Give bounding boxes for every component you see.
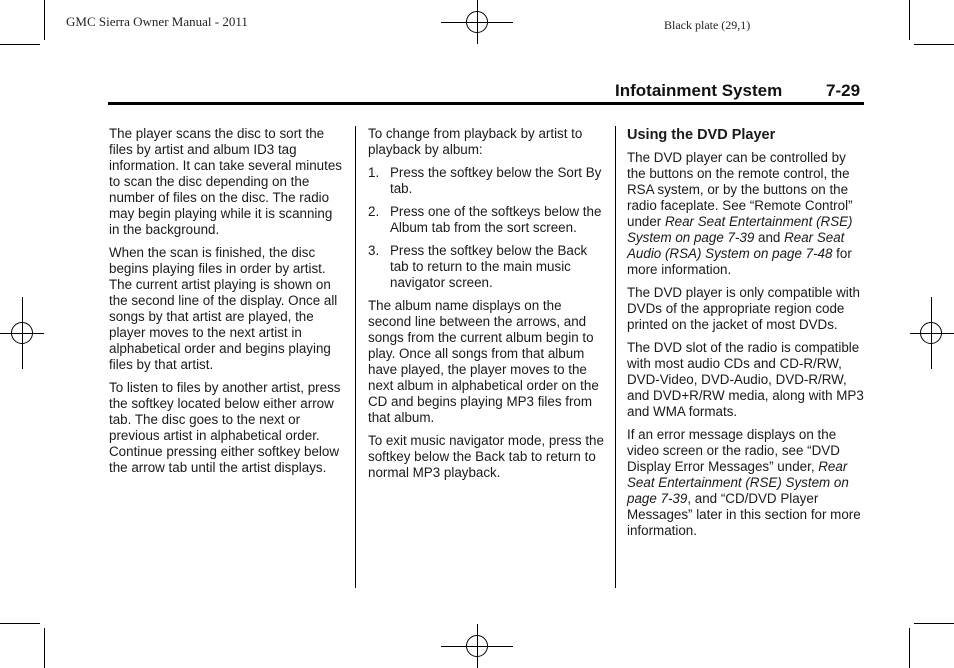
column-divider [355, 126, 356, 588]
paragraph: To exit music navigator mode, press the softkey below the Back tab to return to normal MP3 playback. [368, 433, 604, 480]
crop-mark [914, 44, 954, 45]
paragraph: When the scan is finished, the disc begins playing files in order by artist. The current artist playing is shown on the second line of the display. Once all songs by that artist are played, the player moves to the next artist in alphabetical order and begins playing files by that artist. [109, 245, 338, 372]
crop-mark [0, 623, 40, 624]
manual-title: GMC Sierra Owner Manual - 2011 [66, 14, 248, 29]
cross-reference: Rear Seat Entertainment (RSE) System on page 7-39 [627, 214, 853, 245]
paragraph: To change from playback by artist to playback by album: [368, 126, 583, 157]
paragraph: The DVD player can be controlled by the buttons on the remote control, the RSA system, or by the buttons on the radio faceplate. See “Remote Control” under Rear Seat Entertainment (RSE) System on page 7-39 and Rear Seat Audio (RSA) System on page 7-48 for more information. [627, 150, 853, 277]
paragraph: To listen to files by another artist, press the softkey located below either arrow tab. The disc goes to the next or previous artist in alphabetical order. Continue pressing either softkey below the arrow tab until the artist displays. [109, 380, 341, 475]
crop-mark [914, 623, 954, 624]
paragraph: The DVD player is only compatible with DVDs of the appropriate region code printed on the jacket of most DVDs. [627, 285, 860, 332]
column-divider [615, 126, 616, 588]
section-title: Infotainment System [615, 81, 783, 100]
paragraph: The DVD slot of the radio is compatible with most audio CDs and CD-R/RW, DVD-Video, DVD-Audio, DVD-R/RW, and DVD+R/RW media, along with MP3 and WMA formats. [627, 340, 864, 419]
list-item: 1. Press the softkey below the Sort By tab. [368, 165, 602, 196]
crop-mark [44, 0, 45, 40]
column-2 [368, 126, 606, 488]
crop-mark [909, 628, 910, 668]
paragraph: The album name displays on the second line between the arrows, and songs from the current album begin to play. Once all songs from that album have played, the player moves to the next album in alphabetical order on the CD and begins playing MP3 files from that album. [368, 298, 599, 425]
column-1 [109, 126, 345, 483]
header-rule [108, 102, 864, 105]
cross-reference: Rear Seat Audio (RSA) System on page 7-48 [627, 230, 845, 261]
list-item: 2. Press one of the softkeys below the Album tab from the sort screen. [368, 204, 602, 235]
crop-mark [0, 44, 40, 45]
crop-mark [909, 0, 910, 40]
paragraph: If an error message displays on the video screen or the radio, see “DVD Display Error Messages” under, Rear Seat Entertainment (RSE) System on page 7-39, and “CD/DVD Player Messages” later in this section for more information. [627, 427, 861, 538]
crop-mark [44, 628, 45, 668]
paragraph: The player scans the disc to sort the files by artist and album ID3 tag information. It can take several minutes to scan the disc depending on the number of files on the disc. The radio may begin playing while it is scanning in the background. [109, 126, 342, 237]
column-3 [627, 126, 867, 546]
list-item: 3. Press the softkey below the Back tab to return to the main music navigator screen. [368, 243, 588, 290]
cross-reference: Rear Seat Entertainment (RSE) System on page 7-39 [627, 459, 849, 506]
subsection-heading: Using the DVD Player [627, 127, 776, 143]
plate-label: Black plate (29,1) [664, 18, 751, 32]
steps-list [368, 165, 606, 291]
page-number: 7-29 [826, 81, 861, 100]
